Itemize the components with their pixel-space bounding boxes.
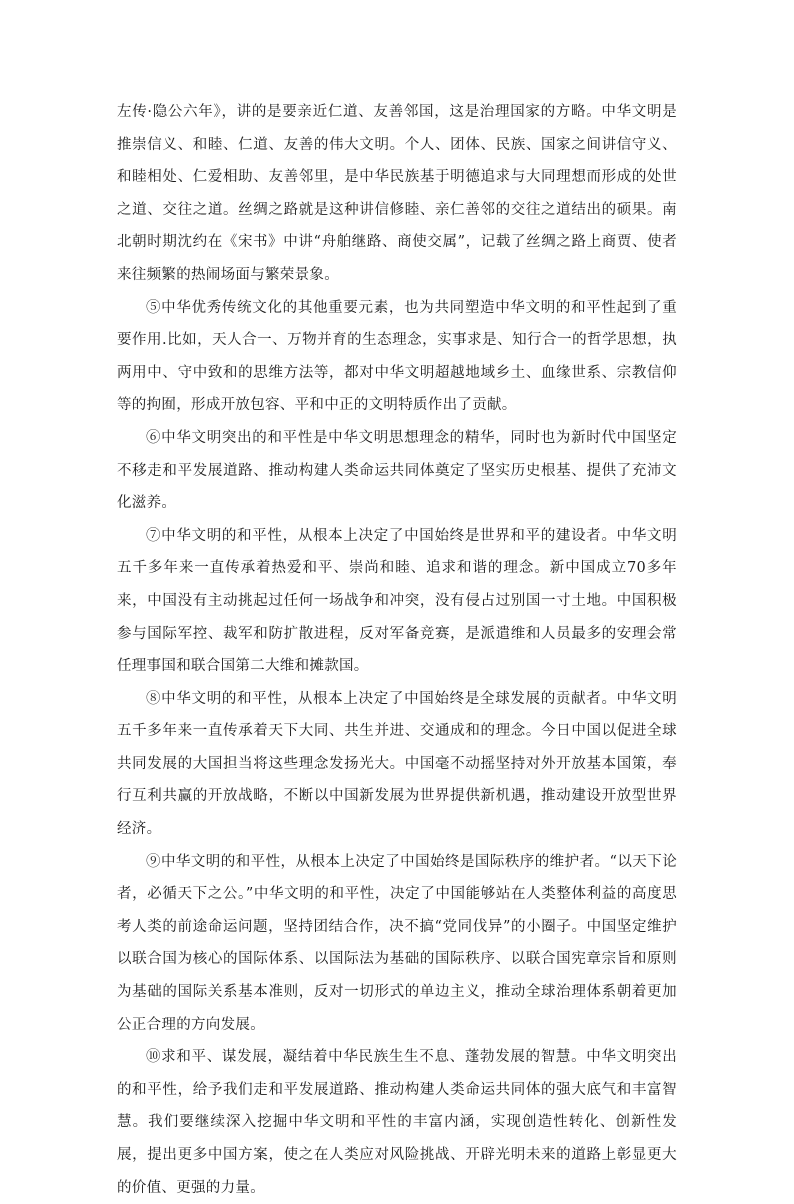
paragraph-5: ⑤中华优秀传统文化的其他重要元素，也为共同塑造中华文明的和平性起到了重要作用.比如，天人合一、万物并育的生态理念，实事求是、知行合一的哲学思想，执两用中、守中致和的思维方法等，都对中华文明超越地域乡土、血缘世系、宗教信仰等的拘囿，形成开放包容、平和中正的文明特质作出了贡献。 [117,299,677,414]
paragraph-7: ⑦中华文明的和平性，从根本上决定了中国始终是世界和平的建设者。中华文明五千多年来一直传承着热爱和平、崇尚和睦、追求和谐的理念。新中国成立70多年来，中国没有主动挑起过任何一场战争和冲突，没有侵占过别国一寸土地。中国积极参与国际军控、裁军和防扩散进程，反对军备竞赛，是派遣维和人员最多的安理会常任理事国和联合国第二大维和摊款国。 [117,527,677,675]
article-body [117,96,677,1204]
paragraph-6: ⑥中华文明突出的和平性是中华文明思想理念的精华，同时也为新时代中国坚定不移走和平发展道路、推动构建人类命运共同体奠定了坚实历史根基、提供了充沛文化滋养。 [117,429,677,512]
paragraph-8: ⑧中华文明的和平性，从根本上决定了中国始终是全球发展的贡献者。中华文明五千多年来一直传承着天下大同、共生并进、交通成和的理念。今日中国以促进全球共同发展的大国担当将这些理念发扬光大。中国毫不动摇坚持对外开放基本国策，奉行互利共赢的开放战略，不断以中国新发展为世界提供新机遇，推动建设开放型世界经济。 [117,690,677,838]
paragraph-9: ⑨中华文明的和平性，从根本上决定了中国始终是国际秩序的维护者。“以天下论者，必循天下之公。”中华文明的和平性，决定了中国能够站在人类整体利益的高度思考人类的前途命运问题，坚持团结合作，决不搞“党同伐异”的小圈子。中国坚定维护以联合国为核心的国际体系、以国际法为基础的国际秩序、以联合国宪章宗旨和原则为基础的国际关系基本准则，反对一切形式的单边主义，推动全球治理体系朝着更加公正合理的方向发展。 [117,853,677,1033]
paragraph-10: ⑩求和平、谋发展，凝结着中华民族生生不息、蓬勃发展的智慧。中华文明突出的和平性，给予我们走和平发展道路、推动构建人类命运共同体的强大底气和丰富智慧。我们要继续深入挖掘中华文明和平性的丰富内涵，实现创造性转化、创新性发展，提出更多中国方案，使之在人类应对风险挑战、开辟光明未来的道路上彰显更大的价值、更强的力量。 [117,1049,677,1196]
paragraph-4-continued: 左传·隐公六年》，讲的是要亲近仁道、友善邻国，这是治理国家的方略。中华文明是推崇信义、和睦、仁道、友善的伟大文明。个人、团体、民族、国家之间讲信守义、和睦相处、仁爱相助、友善邻里，是中华民族基于明德追求与大同理想而形成的处世之道、交往之道。丝绸之路就是这种讲信修睦、亲仁善邻的交往之道结出的硕果。南北朝时期沈约在《宋书》中讲“舟舶继路、商使交属”，记载了丝绸之路上商贾、使者来往频繁的热闹场面与繁荣景象。 [117,104,677,283]
